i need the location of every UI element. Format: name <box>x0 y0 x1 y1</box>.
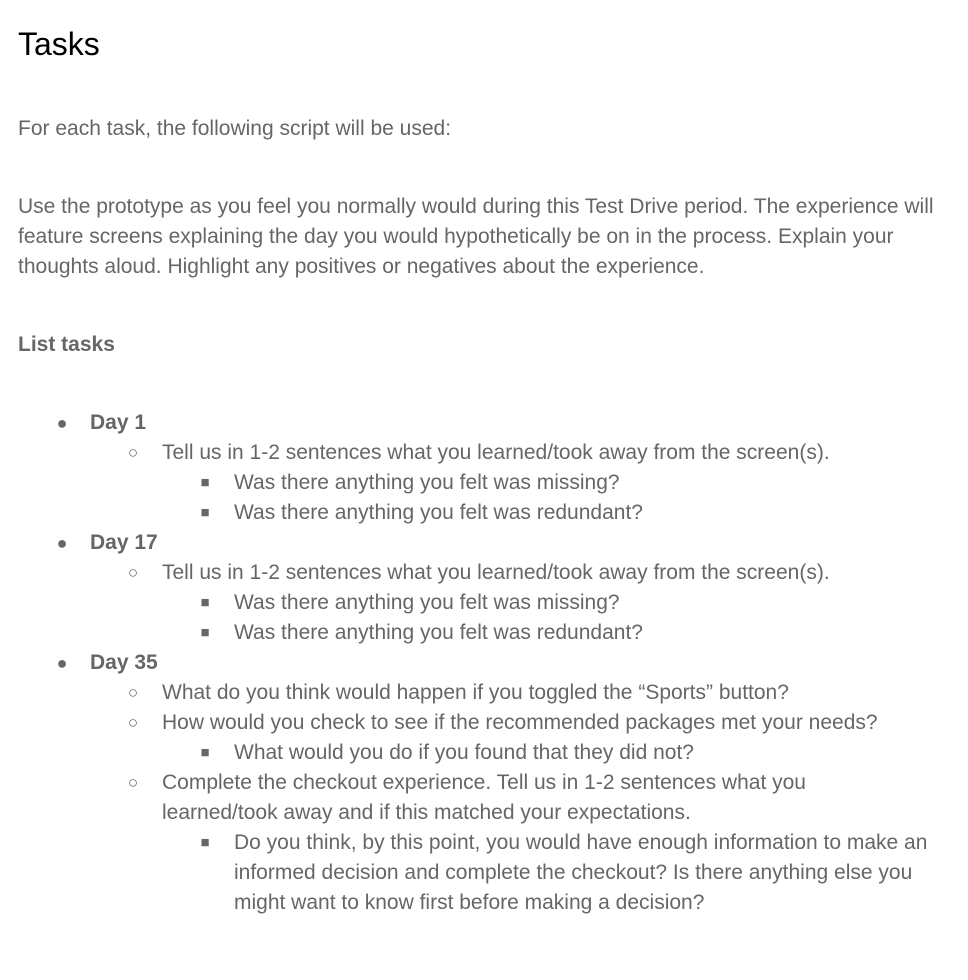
task-item-text: Tell us in 1-2 sentences what you learned/took away from the screen(s). <box>162 561 830 584</box>
square-bullet-icon: ■ <box>200 474 210 491</box>
task-item-text: How would you check to see if the recommended packages met your needs? <box>162 711 878 734</box>
task-item <box>18 558 948 588</box>
task-day <box>18 528 948 558</box>
task-item <box>18 438 948 468</box>
task-day-label: Day 35 <box>90 651 158 674</box>
square-bullet-icon: ■ <box>200 624 210 641</box>
square-bullet-icon: ■ <box>200 834 210 851</box>
task-subitem-text: Was there anything you felt was missing? <box>234 471 620 494</box>
task-subitem-text: Was there anything you felt was redundant? <box>234 621 643 644</box>
task-subitem <box>18 738 948 768</box>
task-item <box>18 678 948 708</box>
task-day <box>18 648 948 678</box>
hollow-circle-bullet-icon: ○ <box>127 713 139 732</box>
page-title: Tasks <box>18 26 100 62</box>
task-subitem <box>18 588 948 618</box>
square-bullet-icon: ■ <box>200 594 210 611</box>
task-subitem-text: Was there anything you felt was redundant? <box>234 501 643 524</box>
script-paragraph: Use the prototype as you feel you normally would during this Test Drive period. The experience will feature screens explaining the day you would hypothetically be on in the process. Explain your thoughts aloud. Highlight any positives or negatives about the experience. <box>18 195 934 278</box>
filled-circle-bullet-icon: ● <box>56 533 68 553</box>
filled-circle-bullet-icon: ● <box>56 653 68 673</box>
task-subitem-text: What would you do if you found that they did not? <box>234 741 694 764</box>
square-bullet-icon: ■ <box>200 744 210 761</box>
task-subitem-text: Was there anything you felt was missing? <box>234 591 620 614</box>
task-day-label: Day 1 <box>90 411 147 434</box>
task-subitem <box>18 828 948 918</box>
square-bullet-icon: ■ <box>200 504 210 521</box>
task-subitem <box>18 498 948 528</box>
task-day-label: Day 17 <box>90 531 158 554</box>
task-item <box>18 768 948 828</box>
task-subitem <box>18 618 948 648</box>
hollow-circle-bullet-icon: ○ <box>127 773 139 792</box>
task-item-text: What do you think would happen if you toggled the “Sports” button? <box>162 681 789 704</box>
task-subitem <box>18 468 948 498</box>
list-heading: List tasks <box>18 333 115 356</box>
task-item-text: Tell us in 1-2 sentences what you learned/took away from the screen(s). <box>162 441 830 464</box>
task-item <box>18 708 948 738</box>
task-item-text: Complete the checkout experience. Tell us in 1-2 sentences what you learned/took away and if this matched your expectations. <box>162 771 806 824</box>
filled-circle-bullet-icon: ● <box>56 413 68 433</box>
task-day <box>18 408 948 438</box>
hollow-circle-bullet-icon: ○ <box>127 443 139 462</box>
hollow-circle-bullet-icon: ○ <box>127 563 139 582</box>
hollow-circle-bullet-icon: ○ <box>127 683 139 702</box>
task-list <box>18 408 948 918</box>
intro-paragraph: For each task, the following script will be used: <box>18 117 452 140</box>
task-subitem-text: Do you think, by this point, you would have enough information to make an informed decision and complete the checkout? Is there anything else you might want to know first before making a decision? <box>234 831 928 914</box>
